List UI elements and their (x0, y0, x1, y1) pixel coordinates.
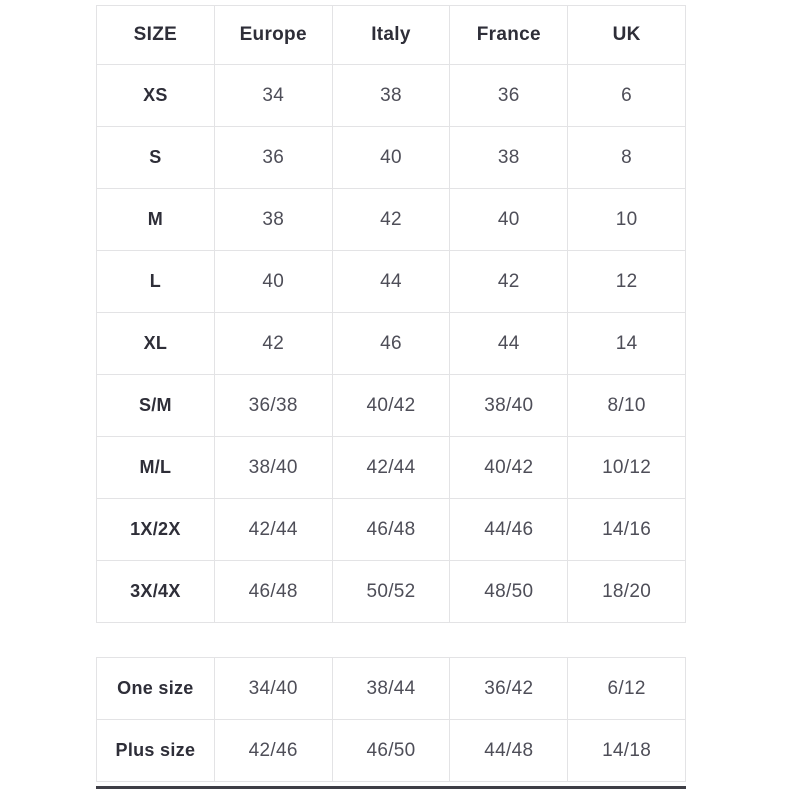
row-label: 3X/4X (97, 561, 215, 623)
size-value-cell: 42 (214, 313, 332, 375)
size-value-cell: 44 (332, 251, 450, 313)
row-label: XL (97, 313, 215, 375)
row-label: S/M (97, 375, 215, 437)
size-value-cell: 36/42 (450, 658, 568, 720)
size-value-cell: 40 (450, 189, 568, 251)
size-value-cell: 34 (214, 65, 332, 127)
size-value-cell: 44/46 (450, 499, 568, 561)
size-value-cell: 48/50 (450, 561, 568, 623)
size-value-cell: 14 (568, 313, 686, 375)
column-header-france: France (450, 6, 568, 65)
size-value-cell: 42/44 (214, 499, 332, 561)
size-value-cell: 8 (568, 127, 686, 189)
table-row (97, 189, 686, 251)
size-value-cell: 34/40 (214, 658, 332, 720)
size-value-cell: 38/44 (332, 658, 450, 720)
row-label: M/L (97, 437, 215, 499)
size-value-cell: 36 (450, 65, 568, 127)
column-header-uk: UK (568, 6, 686, 65)
row-label: XS (97, 65, 215, 127)
table-row (97, 561, 686, 623)
special-sizes-table (96, 657, 686, 782)
size-value-cell: 38 (450, 127, 568, 189)
size-table-header (97, 6, 686, 65)
size-value-cell: 38/40 (450, 375, 568, 437)
row-label: M (97, 189, 215, 251)
header-row (97, 6, 686, 65)
table-row (97, 499, 686, 561)
table-row (97, 437, 686, 499)
size-value-cell: 40/42 (450, 437, 568, 499)
size-value-cell: 40 (214, 251, 332, 313)
row-label: 1X/2X (97, 499, 215, 561)
row-label: Plus size (97, 720, 215, 782)
size-value-cell: 40/42 (332, 375, 450, 437)
size-conversion-table (96, 5, 686, 623)
size-value-cell: 46/48 (214, 561, 332, 623)
size-value-cell: 36/38 (214, 375, 332, 437)
size-value-cell: 12 (568, 251, 686, 313)
column-header-size: SIZE (97, 6, 215, 65)
size-value-cell: 40 (332, 127, 450, 189)
cutoff-element-bar (96, 786, 686, 789)
size-value-cell: 8/10 (568, 375, 686, 437)
size-value-cell: 46 (332, 313, 450, 375)
size-table-body (97, 65, 686, 623)
table-row (97, 720, 686, 782)
size-value-cell: 14/18 (568, 720, 686, 782)
size-value-cell: 42 (332, 189, 450, 251)
size-value-cell: 14/16 (568, 499, 686, 561)
table-row (97, 65, 686, 127)
size-value-cell: 6/12 (568, 658, 686, 720)
column-header-italy: Italy (332, 6, 450, 65)
size-value-cell: 38/40 (214, 437, 332, 499)
size-value-cell: 6 (568, 65, 686, 127)
size-value-cell: 50/52 (332, 561, 450, 623)
size-value-cell: 36 (214, 127, 332, 189)
special-table-body (97, 658, 686, 782)
size-value-cell: 18/20 (568, 561, 686, 623)
size-value-cell: 42/46 (214, 720, 332, 782)
size-value-cell: 42/44 (332, 437, 450, 499)
size-value-cell: 46/50 (332, 720, 450, 782)
table-row (97, 313, 686, 375)
size-value-cell: 38 (332, 65, 450, 127)
row-label: L (97, 251, 215, 313)
size-value-cell: 42 (450, 251, 568, 313)
table-row (97, 375, 686, 437)
size-value-cell: 10/12 (568, 437, 686, 499)
size-value-cell: 44 (450, 313, 568, 375)
size-value-cell: 46/48 (332, 499, 450, 561)
tables-container (96, 5, 686, 789)
table-row (97, 127, 686, 189)
size-value-cell: 38 (214, 189, 332, 251)
row-label: S (97, 127, 215, 189)
column-header-europe: Europe (214, 6, 332, 65)
size-value-cell: 10 (568, 189, 686, 251)
row-label: One size (97, 658, 215, 720)
size-value-cell: 44/48 (450, 720, 568, 782)
table-row (97, 658, 686, 720)
table-row (97, 251, 686, 313)
